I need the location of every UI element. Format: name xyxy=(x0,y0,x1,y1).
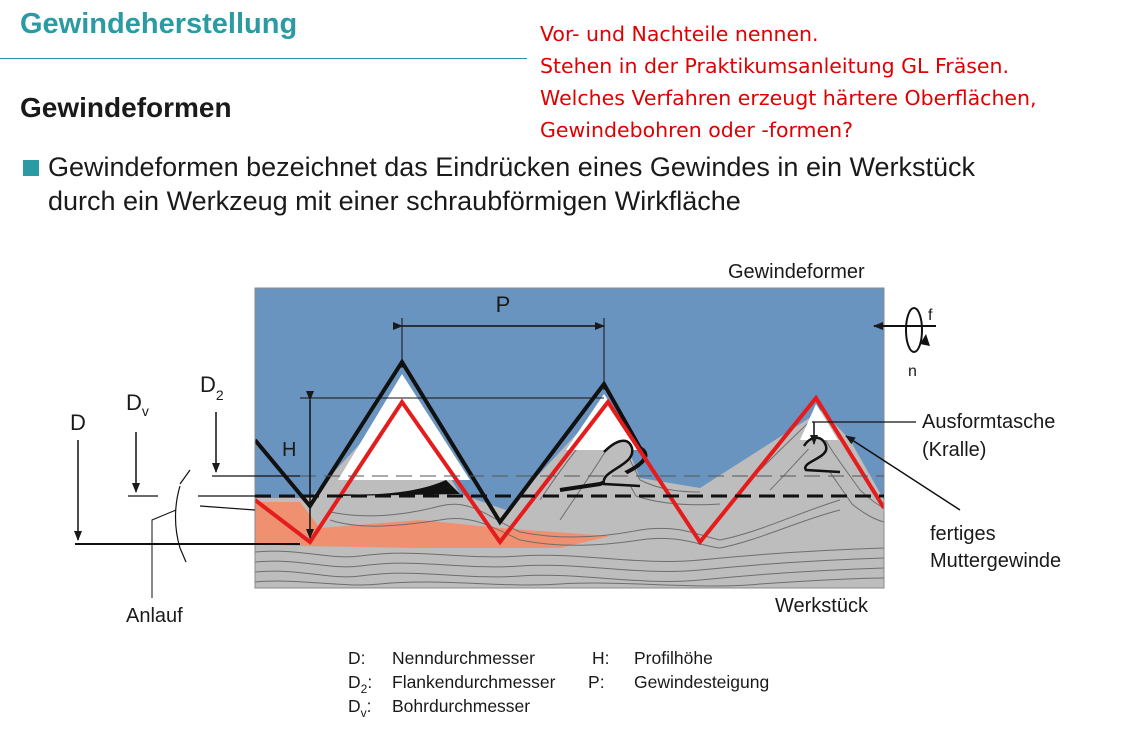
height-label: H xyxy=(282,439,297,461)
legend xyxy=(348,648,769,720)
section-title: Gewindeformen xyxy=(20,92,232,123)
drill-diameter-label: $D_v$ xyxy=(126,390,149,419)
finished-thread-label-line1: fertiges xyxy=(930,523,996,545)
legend-value: Flankendurchmesser xyxy=(392,672,556,692)
pocket-label-line2: (Kralle) xyxy=(922,439,987,461)
note-line: Gewindebohren oder -formen? xyxy=(540,118,854,142)
bullet-line: durch ein Werkzeug mit einer schraubförmigen Wirkfläche xyxy=(48,186,741,216)
rotation-label: n xyxy=(908,363,917,380)
tool-label: Gewindeformer xyxy=(728,261,865,283)
legend-value: Bohrdurchmesser xyxy=(392,696,531,716)
runin-arrow-top xyxy=(180,470,190,484)
runin-leader xyxy=(152,510,176,598)
pitch-diameter-label: $D_2$ xyxy=(200,372,224,403)
workpiece-label: Werkstück xyxy=(775,595,868,617)
nominal-diameter-label: D xyxy=(70,410,86,435)
note-line: Vor- und Nachteile nennen. xyxy=(540,22,819,46)
note-line: Stehen in der Praktikumsanleitung GL Fräsen. xyxy=(540,54,1010,78)
rotation-icon xyxy=(906,308,922,352)
runin-taper-line xyxy=(200,506,255,510)
bullet-line: Gewindeformen bezeichnet das Eindrücken eines Gewindes in ein Werkstück xyxy=(48,152,975,182)
legend-value: Profilhöhe xyxy=(634,648,713,668)
finished-thread-label-line2: Muttergewinde xyxy=(930,550,1062,572)
note-line: Welches Verfahren erzeugt härtere Oberflächen, xyxy=(540,86,1037,110)
legend-key: P: xyxy=(588,672,605,692)
runin-arc xyxy=(176,486,181,548)
legend-value: Gewindesteigung xyxy=(634,672,770,692)
pocket-label-line1: Ausformtasche xyxy=(922,411,1056,433)
legend-key: D: xyxy=(348,648,366,668)
legend-value: Nenndurchmesser xyxy=(392,648,535,668)
legend-key: $D_v$: xyxy=(348,696,372,720)
page-title: Gewindeherstellung xyxy=(20,8,298,40)
runin-arrow-bottom xyxy=(180,548,186,562)
pitch-label: P xyxy=(495,292,511,317)
legend-key: H: xyxy=(592,648,610,668)
runin-label: Anlauf xyxy=(126,605,183,627)
feed-label: f xyxy=(928,307,933,324)
legend-key: $D_2$: xyxy=(348,672,373,696)
